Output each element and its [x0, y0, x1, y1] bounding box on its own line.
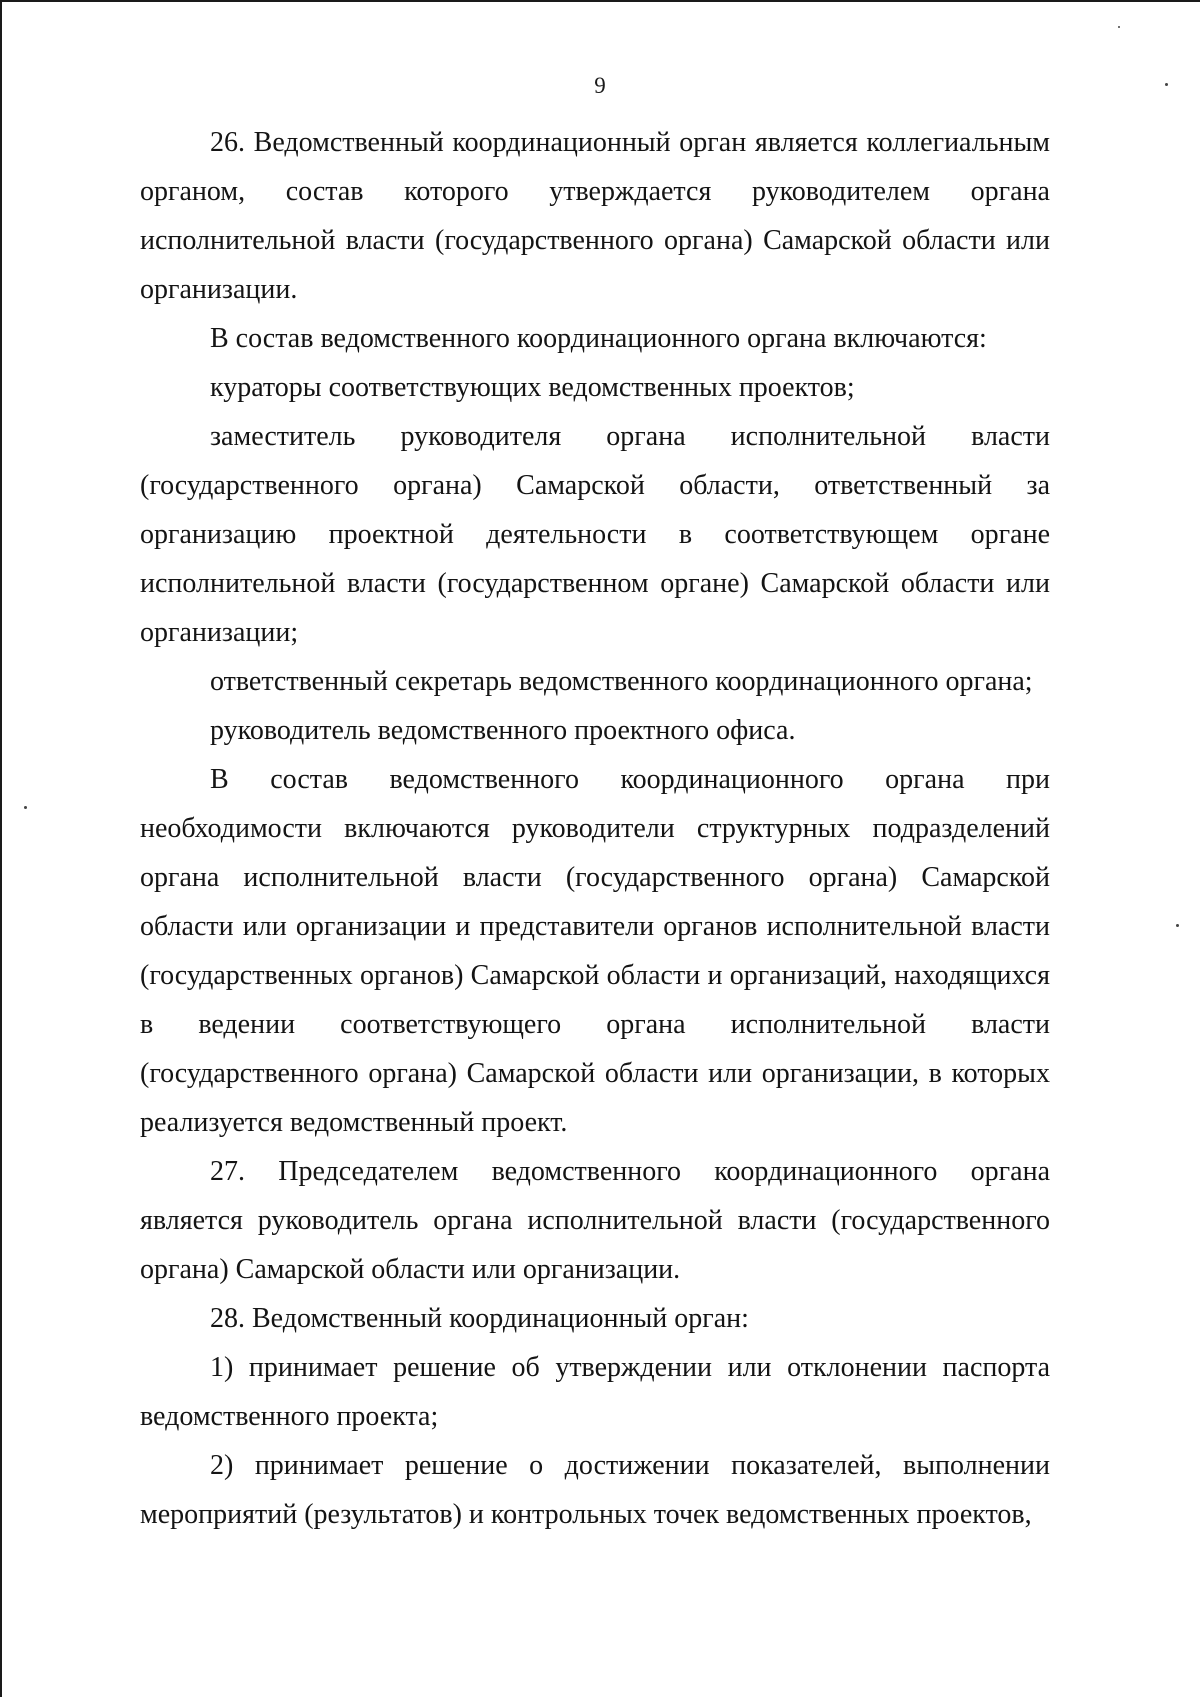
document-body — [140, 118, 1050, 1539]
scan-border-left — [0, 0, 2, 1697]
scan-speck — [24, 806, 27, 809]
scan-speck — [1118, 26, 1120, 28]
paragraph-28: 28. Ведомственный координационный орган: — [210, 1303, 749, 1334]
paragraph-27: 27. Председателем ведомственного координационного органа является руководитель органа исполнительной власти (государственного органа) Самарской области или организации. — [140, 1156, 1050, 1285]
list-item-1: 1) принимает решение об утверждении или отклонении паспорта ведомственного проекта; — [140, 1352, 1050, 1432]
paragraph-optional-members: В состав ведомственного координационного органа при необходимости включаются руководители структурных подразделений органа исполнительной власти (государственного органа) Самарской области или организации и представители органов исполнительной власти (государственных органов) Самарской области и организаций, находящихся в ведении соответствующего органа исполнительной власти (государственного органа) Самарской области или организации, в которых реализуется ведомственный проект. — [140, 764, 1050, 1138]
scan-border-top — [0, 0, 1200, 2]
list-item-2: 2) принимает решение о достижении показателей, выполнении мероприятий (результатов) и контрольных точек ведомственных проектов, — [140, 1450, 1050, 1530]
list-item-secretary: ответственный секретарь ведомственного координационного органа; — [210, 666, 1033, 697]
paragraph-26: 26. Ведомственный координационный орган является коллегиальным органом, состав которого утверждается руководителем органа исполнительной власти (государственного органа) Самарской области или организации. — [140, 127, 1050, 305]
list-item-project-office-head: руководитель ведомственного проектного офиса. — [210, 715, 796, 746]
scan-speck — [1176, 924, 1179, 927]
list-item-curators: кураторы соответствующих ведомственных проектов; — [210, 372, 855, 403]
scan-speck — [1165, 83, 1168, 86]
page-number: 9 — [594, 73, 606, 98]
paragraph-composition-intro: В состав ведомственного координационного органа включаются: — [210, 323, 987, 354]
list-item-deputy-head: заместитель руководителя органа исполнительной власти (государственного органа) Самарской области, ответственный за организацию проектной деятельности в соответствующем органе исполнительной власти (государственном органе) Самарской области или организации; — [140, 421, 1050, 648]
